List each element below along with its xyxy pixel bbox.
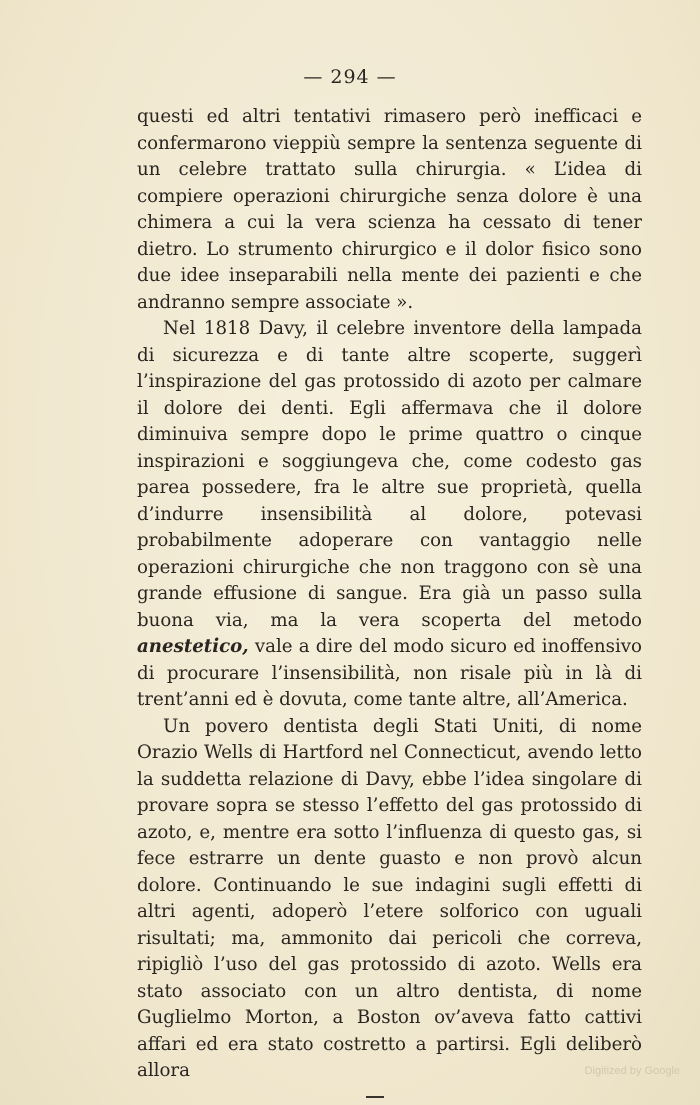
page-number: — 294 — bbox=[303, 66, 397, 88]
paragraph-1 bbox=[137, 104, 642, 316]
emphasized-word: anestetico, bbox=[137, 636, 249, 657]
digitization-watermark: Digitized by Google bbox=[584, 1065, 680, 1077]
paragraph-2 bbox=[137, 316, 642, 714]
bottom-rule bbox=[366, 1096, 384, 1098]
paragraph-text: Un povero dentista degli Stati Uniti, di nome Orazio Wells di Hartford nel Connecticut, avendo letto la suddetta relazione di Davy, ebbe l’idea singolare di provare sopra se stesso l’effetto del gas protossido di azoto, e, mentre era sotto l’influenza di questo gas, si fece estrarre un dente guasto e non provò alcun dolore. Continuando le sue indagini sugli effetti di altri agenti, adoperò l’etere solforico con uguali risultati; ma, ammonito dai pericoli che correva, ripigliò l’uso del gas protossido di azoto. Wells era stato associato con un altro dentista, di nome Guglielmo Morton, a Boston ov’aveva fatto cattivi affari ed era stato costretto a partirsi. Egli deliberò allora bbox=[137, 715, 642, 1081]
paragraph-text: vale a dire del modo sicuro ed inoffensivo di procurare l’insensibilità, non risale più in là di trent’anni ed è dovuta, come tante altre, all’America. bbox=[137, 636, 642, 710]
body-text bbox=[137, 104, 642, 1085]
paragraph-text: questi ed altri tentativi rimasero però inefficaci e confermarono vieppiù sempre la sentenza seguente di un celebre trattato sulla chirurgia. « L’idea di compiere operazioni chirurgiche senza dolore è una chimera a cui la vera scienza ha cessato di tener dietro. Lo strumento chirurgico e il dolor fisico sono due idee inseparabili nella mente dei pazienti e che andranno sempre associate ». bbox=[137, 106, 642, 313]
paragraph-text: Nel 1818 Davy, il celebre inventore della lampada di sicurezza e di tante altre scoperte, suggerì l’inspirazione del gas protossido di azoto per calmare il dolore dei denti. Egli affermava che il dolore diminuiva sempre dopo le prime quattro o cinque inspirazioni e soggiungeva che, come codesto gas parea possedere, fra le altre sue proprietà, quella d’indurre insensibilità al dolore, potevasi probabilmente adoperare con vantaggio nelle operazioni chirurgiche che non traggono con sè una grande effusione di sangue. Era già un passo sulla buona via, ma la vera scoperta del metodo bbox=[137, 318, 642, 631]
paragraph-3 bbox=[137, 714, 642, 1085]
